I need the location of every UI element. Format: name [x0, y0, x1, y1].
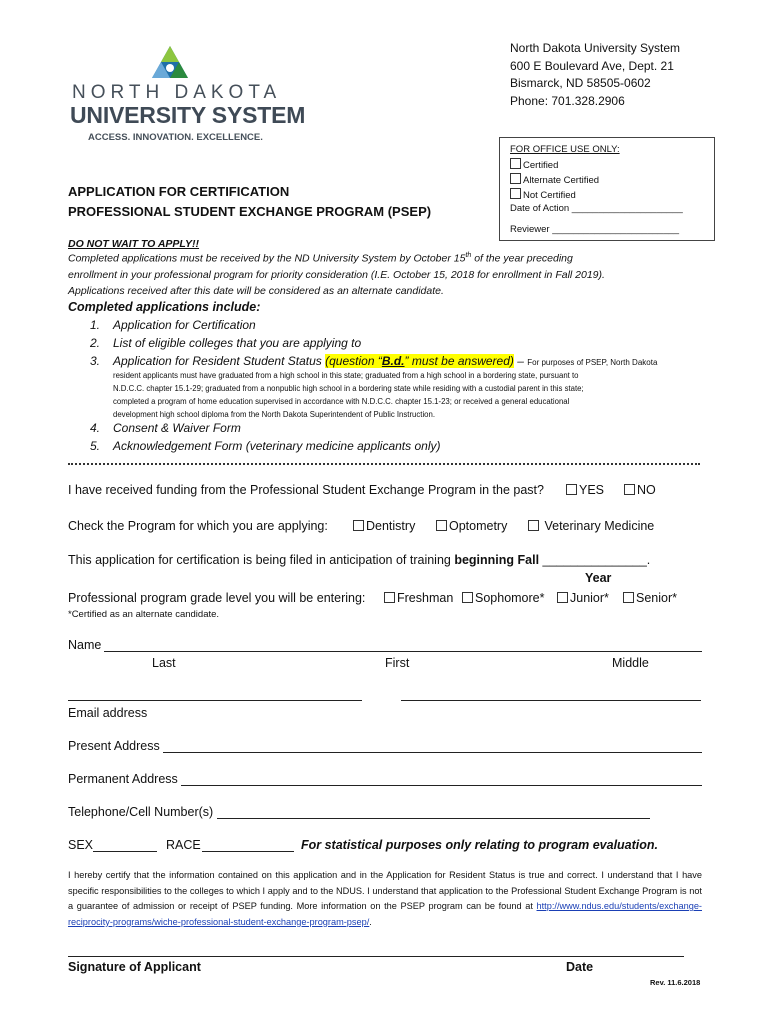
name-last-label: Last [152, 656, 176, 670]
signature-label: Signature of Applicant [68, 960, 201, 974]
checkbox[interactable] [510, 158, 521, 169]
checkbox[interactable] [623, 592, 634, 603]
address-street: 600 E Boulevard Ave, Dept. 21 [510, 58, 674, 73]
resident-note-line-3: completed a program of home education supervised in accordance with N.D.C.C. chapter 15.1-23; or received a general educational [113, 397, 570, 406]
includes-heading: Completed applications include: [68, 300, 261, 314]
address-block [510, 40, 680, 110]
funding-question: I have received funding from the Professional Student Exchange Program in the past? [68, 483, 544, 497]
grade-option-junior[interactable]: Junior* [557, 591, 609, 605]
ndus-logo-mark-icon [148, 44, 192, 80]
training-year-field[interactable]: _______________. [539, 553, 651, 567]
certification-statement: I hereby certify that the information contained on this application and in the Application for Resident Status is true and correct. I understand that I have specific responsibilities to the colleges to which I apply and to the NDUS. I understand that application to the Professional Student Exchange Program is not a guarantee of admission or receipt of PSEP funding. More information on the PSEP program can be found at http://www.ndus.edu/students/exchange-reciprocity-programs/wiche-professional-student-exchange-program-psep/. [68, 870, 702, 927]
funding-no-option[interactable]: NO [624, 483, 656, 497]
permanent-address-field[interactable] [181, 772, 702, 786]
office-date-of-action: Date of Action _____________________ [510, 203, 683, 214]
resident-note-line-4: development high school diploma from the North Dakota Superintendent of Public Instruction. [113, 410, 436, 419]
program-question: Check the Program for which you are applying: [68, 519, 328, 533]
include-item-5: 5. Acknowledgement Form (veterinary medicine applicants only) [90, 439, 441, 453]
race-label: RACE [166, 838, 201, 852]
psep-info-link[interactable]: http://www.ndus.edu/students/exchange-reciprocity-programs/wiche-professional-student-exchange-program-psep/ [68, 901, 702, 927]
ndus-logo [68, 44, 306, 148]
notice-heading: DO NOT WAIT TO APPLY!! [68, 238, 200, 250]
email-field-line-2[interactable] [401, 688, 701, 701]
checkbox[interactable] [557, 592, 568, 603]
include-item-2: 2. List of eligible colleges that you are applying to [90, 336, 362, 350]
checkbox[interactable] [436, 520, 447, 531]
name-label: Name [68, 638, 102, 652]
checkbox[interactable] [462, 592, 473, 603]
permanent-address-label: Permanent Address [68, 772, 178, 786]
checkbox[interactable] [384, 592, 395, 603]
address-phone: Phone: 701.328.2906 [510, 93, 625, 108]
alternate-candidate-note: *Certified as an alternate candidate. [68, 609, 220, 620]
include-item-3: 3. Application for Resident Student Status (question “B.d.” must be answered) – For purposes of PSEP, North Dakota [90, 354, 658, 368]
program-option-dentistry[interactable]: Dentistry [353, 519, 415, 533]
present-address-field[interactable] [163, 739, 702, 753]
highlighted-requirement: (question “B.d.” must be answered) [325, 354, 514, 368]
office-option-certified: Certified [510, 158, 558, 171]
office-reviewer: Reviewer ________________________ [510, 224, 680, 235]
funding-yes-option[interactable]: YES [566, 483, 604, 497]
title-line-1: APPLICATION FOR CERTIFICATION [68, 184, 290, 199]
program-option-veterinary[interactable]: Veterinary Medicine [528, 519, 654, 533]
signature-line[interactable] [68, 944, 684, 957]
resident-note-line-2: N.D.C.C. chapter 15.1-29; graduated from a nonpublic high school in a bordering state while residing with a custodial parent in this state; [113, 384, 584, 393]
office-option-alternate: Alternate Certified [510, 173, 599, 186]
address-city: Bismarck, ND 58505-0602 [510, 76, 651, 90]
checkbox[interactable] [528, 520, 539, 531]
email-field-line-1[interactable] [68, 688, 362, 701]
phone-field[interactable] [217, 805, 650, 819]
logo-tagline: ACCESS. INNOVATION. EXCELLENCE. [88, 132, 263, 143]
office-option-not-certified: Not Certified [510, 188, 576, 201]
dotted-separator [68, 463, 700, 465]
grade-option-freshman[interactable]: Freshman [384, 591, 453, 605]
race-field[interactable] [202, 838, 294, 852]
include-item-1: 1. Application for Certification [90, 318, 256, 332]
notice-line-3: Applications received after this date will be considered as an alternate candidate. [68, 285, 444, 297]
revision-date: Rev. 11.6.2018 [650, 978, 701, 987]
grade-option-senior[interactable]: Senior* [623, 591, 677, 605]
grade-option-sophomore[interactable]: Sophomore* [462, 591, 545, 605]
checkbox[interactable] [624, 484, 635, 495]
notice-line-2: enrollment in your professional program for priority consideration (I.E. October 15, 2018 for enrollment in Fall 2019). [68, 269, 605, 281]
resident-note-line-1: resident applicants must have graduated from a high school in this state; graduated from a high school in a bordering state, pursuant to [113, 371, 579, 380]
sex-label: SEX [68, 838, 94, 852]
checkbox[interactable] [566, 484, 577, 495]
office-use-heading: FOR OFFICE USE ONLY: [510, 144, 620, 155]
email-label: Email address [68, 706, 148, 720]
name-field[interactable] [104, 638, 702, 652]
logo-line-2: UNIVERSITY SYSTEM [70, 102, 306, 128]
year-label: Year [585, 571, 612, 585]
form-title [68, 182, 431, 222]
notice-line-1: Completed applications must be received by the ND University System by October 15th of the year preceding [68, 252, 573, 265]
checkbox[interactable] [510, 188, 521, 199]
program-option-optometry[interactable]: Optometry [436, 519, 507, 533]
address-org: North Dakota University System [510, 41, 681, 55]
sex-field[interactable] [93, 838, 157, 852]
training-statement: This application for certification is being filed in anticipation of training beginning Fall _______________. [68, 553, 651, 567]
grade-question: Professional program grade level you will be entering: [68, 591, 366, 605]
present-address-label: Present Address [68, 739, 160, 753]
logo-line-1: NORTH DAKOTA [72, 82, 282, 103]
statistical-note: For statistical purposes only relating to program evaluation. [301, 838, 659, 852]
include-item-4: 4. Consent & Waiver Form [90, 421, 241, 435]
title-line-2: PROFESSIONAL STUDENT EXCHANGE PROGRAM (PSEP) [68, 204, 432, 219]
checkbox[interactable] [510, 173, 521, 184]
phone-label: Telephone/Cell Number(s) [68, 805, 214, 819]
date-label: Date [566, 960, 594, 974]
office-use-box [499, 137, 715, 241]
checkbox[interactable] [353, 520, 364, 531]
name-first-label: First [385, 656, 410, 670]
name-middle-label: Middle [612, 656, 649, 670]
